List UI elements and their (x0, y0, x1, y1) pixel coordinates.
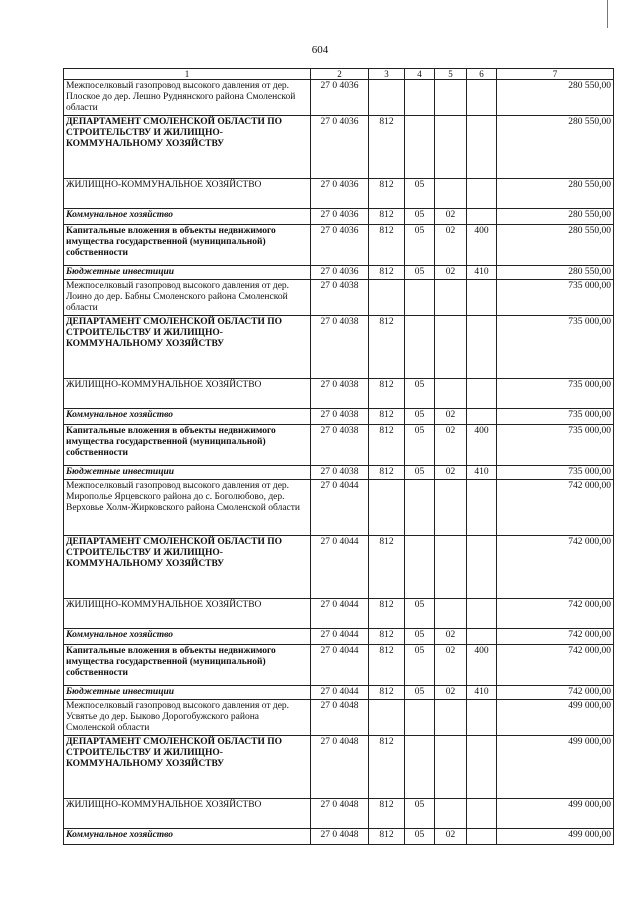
header-cell-3: 3 (369, 69, 405, 80)
name-cell: Капитальные вложения в объекты недвижимого имущества государственной (муниципальной) собственности (64, 645, 311, 686)
name-cell: Капитальные вложения в объекты недвижимого имущества государственной (муниципальной) собственности (64, 225, 311, 266)
table-row (64, 599, 614, 629)
target-code-cell: 27 0 4044 (311, 480, 369, 536)
subsection-code-cell: 02 (435, 225, 467, 266)
header-cell-4: 4 (405, 69, 435, 80)
table-row (64, 179, 614, 209)
ministry-code-cell (369, 700, 405, 736)
ministry-code-cell: 812 (369, 225, 405, 266)
target-code-cell: 27 0 4038 (311, 425, 369, 466)
expense-type-cell: 400 (467, 425, 497, 466)
name-cell: Межпоселковый газопровод высокого давления от дер. Мирополье Ярцевского района до с. Боголюбово, дер. Верховье Холм-Жирковского района Смоленской области (64, 480, 311, 536)
ministry-code-cell: 812 (369, 536, 405, 599)
section-code-cell (405, 116, 435, 179)
expense-type-cell (467, 80, 497, 116)
amount-cell: 280 550,00 (497, 179, 614, 209)
subsection-code-cell (435, 736, 467, 799)
section-code-cell: 05 (405, 266, 435, 280)
expense-type-cell (467, 829, 497, 845)
name-cell: Бюджетные инвестиции (64, 266, 311, 280)
table-row (64, 316, 614, 379)
target-code-cell: 27 0 4036 (311, 225, 369, 266)
target-code-cell: 27 0 4044 (311, 686, 369, 700)
section-code-cell: 05 (405, 799, 435, 829)
table-row (64, 736, 614, 799)
section-code-cell: 05 (405, 686, 435, 700)
ministry-code-cell: 812 (369, 379, 405, 409)
amount-cell: 499 000,00 (497, 700, 614, 736)
expense-type-cell: 410 (467, 686, 497, 700)
target-code-cell: 27 0 4048 (311, 799, 369, 829)
expense-type-cell (467, 629, 497, 645)
section-code-cell (405, 316, 435, 379)
name-cell: ДЕПАРТАМЕНТ СМОЛЕНСКОЙ ОБЛАСТИ ПО СТРОИТЕЛЬСТВУ И ЖИЛИЩНО-КОММУНАЛЬНОМУ ХОЗЯЙСТВУ (64, 736, 311, 799)
target-code-cell: 27 0 4036 (311, 209, 369, 225)
header-row (64, 69, 614, 80)
name-cell: Бюджетные инвестиции (64, 686, 311, 700)
ministry-code-cell: 812 (369, 209, 405, 225)
table-row (64, 645, 614, 686)
section-code-cell: 05 (405, 409, 435, 425)
section-code-cell: 05 (405, 645, 435, 686)
expense-type-cell (467, 379, 497, 409)
expense-type-cell (467, 316, 497, 379)
target-code-cell: 27 0 4048 (311, 736, 369, 799)
amount-cell: 499 000,00 (497, 799, 614, 829)
target-code-cell: 27 0 4044 (311, 645, 369, 686)
amount-cell: 742 000,00 (497, 599, 614, 629)
subsection-code-cell (435, 599, 467, 629)
amount-cell: 742 000,00 (497, 536, 614, 599)
header-cell-7: 7 (497, 69, 614, 80)
subsection-code-cell: 02 (435, 629, 467, 645)
expense-type-cell (467, 409, 497, 425)
table-row (64, 80, 614, 116)
target-code-cell: 27 0 4036 (311, 179, 369, 209)
subsection-code-cell (435, 379, 467, 409)
section-code-cell: 05 (405, 599, 435, 629)
section-code-cell (405, 700, 435, 736)
subsection-code-cell (435, 179, 467, 209)
table-row (64, 209, 614, 225)
section-code-cell: 05 (405, 466, 435, 480)
amount-cell: 742 000,00 (497, 629, 614, 645)
name-cell: ЖИЛИЩНО-КОММУНАЛЬНОЕ ХОЗЯЙСТВО (64, 599, 311, 629)
expense-type-cell: 400 (467, 645, 497, 686)
target-code-cell: 27 0 4048 (311, 700, 369, 736)
name-cell: Межпоселковый газопровод высокого давления от дер. Лоино до дер. Бабны Смоленского района Смоленской области (64, 280, 311, 316)
table-row (64, 629, 614, 645)
amount-cell: 735 000,00 (497, 466, 614, 480)
subsection-code-cell: 02 (435, 686, 467, 700)
ministry-code-cell: 812 (369, 645, 405, 686)
subsection-code-cell: 02 (435, 409, 467, 425)
expense-type-cell: 410 (467, 466, 497, 480)
expense-type-cell: 400 (467, 225, 497, 266)
section-code-cell (405, 480, 435, 536)
target-code-cell: 27 0 4036 (311, 116, 369, 179)
table-row (64, 536, 614, 599)
target-code-cell: 27 0 4044 (311, 599, 369, 629)
amount-cell: 735 000,00 (497, 409, 614, 425)
table-row (64, 425, 614, 466)
section-code-cell: 05 (405, 225, 435, 266)
name-cell: ЖИЛИЩНО-КОММУНАЛЬНОЕ ХОЗЯЙСТВО (64, 179, 311, 209)
table-row (64, 266, 614, 280)
expense-type-cell (467, 179, 497, 209)
ministry-code-cell (369, 480, 405, 536)
subsection-code-cell (435, 799, 467, 829)
ministry-code-cell: 812 (369, 425, 405, 466)
target-code-cell: 27 0 4048 (311, 829, 369, 845)
section-code-cell: 05 (405, 425, 435, 466)
ministry-code-cell: 812 (369, 829, 405, 845)
ministry-code-cell (369, 80, 405, 116)
ministry-code-cell: 812 (369, 466, 405, 480)
ministry-code-cell: 812 (369, 116, 405, 179)
name-cell: Коммунальное хозяйство (64, 629, 311, 645)
target-code-cell: 27 0 4044 (311, 629, 369, 645)
subsection-code-cell (435, 280, 467, 316)
subsection-code-cell (435, 116, 467, 179)
binding-mark (607, 0, 608, 28)
page-number: 604 (311, 44, 329, 56)
section-code-cell: 05 (405, 829, 435, 845)
name-cell: ДЕПАРТАМЕНТ СМОЛЕНСКОЙ ОБЛАСТИ ПО СТРОИТЕЛЬСТВУ И ЖИЛИЩНО-КОММУНАЛЬНОМУ ХОЗЯЙСТВУ (64, 116, 311, 179)
amount-cell: 735 000,00 (497, 280, 614, 316)
amount-cell: 499 000,00 (497, 829, 614, 845)
name-cell: ДЕПАРТАМЕНТ СМОЛЕНСКОЙ ОБЛАСТИ ПО СТРОИТЕЛЬСТВУ И ЖИЛИЩНО-КОММУНАЛЬНОМУ ХОЗЯЙСТВУ (64, 536, 311, 599)
target-code-cell: 27 0 4036 (311, 80, 369, 116)
table-row (64, 700, 614, 736)
expense-type-cell (467, 116, 497, 179)
budget-table (63, 68, 614, 845)
table-row (64, 379, 614, 409)
amount-cell: 280 550,00 (497, 80, 614, 116)
ministry-code-cell: 812 (369, 736, 405, 799)
ministry-code-cell: 812 (369, 629, 405, 645)
target-code-cell: 27 0 4038 (311, 466, 369, 480)
subsection-code-cell: 02 (435, 425, 467, 466)
table-row (64, 799, 614, 829)
section-code-cell: 05 (405, 209, 435, 225)
section-code-cell (405, 736, 435, 799)
ministry-code-cell (369, 280, 405, 316)
target-code-cell: 27 0 4044 (311, 536, 369, 599)
amount-cell: 735 000,00 (497, 425, 614, 466)
table-row (64, 480, 614, 536)
ministry-code-cell: 812 (369, 799, 405, 829)
name-cell: Коммунальное хозяйство (64, 209, 311, 225)
amount-cell: 280 550,00 (497, 209, 614, 225)
table-row (64, 829, 614, 845)
amount-cell: 280 550,00 (497, 266, 614, 280)
amount-cell: 742 000,00 (497, 645, 614, 686)
subsection-code-cell: 02 (435, 466, 467, 480)
expense-type-cell: 410 (467, 266, 497, 280)
ministry-code-cell: 812 (369, 686, 405, 700)
section-code-cell: 05 (405, 379, 435, 409)
name-cell: Коммунальное хозяйство (64, 409, 311, 425)
subsection-code-cell (435, 480, 467, 536)
header-cell-1: 1 (64, 69, 311, 80)
table-row (64, 280, 614, 316)
target-code-cell: 27 0 4038 (311, 280, 369, 316)
target-code-cell: 27 0 4038 (311, 316, 369, 379)
table-row (64, 466, 614, 480)
expense-type-cell (467, 599, 497, 629)
ministry-code-cell: 812 (369, 179, 405, 209)
header-cell-2: 2 (311, 69, 369, 80)
expense-type-cell (467, 536, 497, 599)
ministry-code-cell: 812 (369, 599, 405, 629)
table-body (64, 69, 614, 845)
header-cell-6: 6 (467, 69, 497, 80)
expense-type-cell (467, 480, 497, 536)
table-row (64, 116, 614, 179)
subsection-code-cell (435, 80, 467, 116)
name-cell: ЖИЛИЩНО-КОММУНАЛЬНОЕ ХОЗЯЙСТВО (64, 379, 311, 409)
subsection-code-cell: 02 (435, 266, 467, 280)
expense-type-cell (467, 799, 497, 829)
expense-type-cell (467, 736, 497, 799)
name-cell: Бюджетные инвестиции (64, 466, 311, 480)
amount-cell: 280 550,00 (497, 225, 614, 266)
ministry-code-cell: 812 (369, 316, 405, 379)
subsection-code-cell (435, 700, 467, 736)
table-row (64, 686, 614, 700)
name-cell: ЖИЛИЩНО-КОММУНАЛЬНОЕ ХОЗЯЙСТВО (64, 799, 311, 829)
expense-type-cell (467, 280, 497, 316)
section-code-cell (405, 280, 435, 316)
amount-cell: 735 000,00 (497, 379, 614, 409)
section-code-cell: 05 (405, 629, 435, 645)
subsection-code-cell (435, 536, 467, 599)
target-code-cell: 27 0 4036 (311, 266, 369, 280)
name-cell: Межпоселковый газопровод высокого давления от дер. Усвятье до дер. Быково Дорогобужского района Смоленской области (64, 700, 311, 736)
name-cell: Межпоселковый газопровод высокого давления от дер. Плоское до дер. Лешно Руднянского района Смоленской области (64, 80, 311, 116)
table-row (64, 225, 614, 266)
subsection-code-cell: 02 (435, 829, 467, 845)
subsection-code-cell: 02 (435, 209, 467, 225)
subsection-code-cell: 02 (435, 645, 467, 686)
ministry-code-cell: 812 (369, 409, 405, 425)
name-cell: Коммунальное хозяйство (64, 829, 311, 845)
amount-cell: 280 550,00 (497, 116, 614, 179)
amount-cell: 742 000,00 (497, 686, 614, 700)
header-cell-5: 5 (435, 69, 467, 80)
section-code-cell (405, 80, 435, 116)
table-row (64, 409, 614, 425)
name-cell: ДЕПАРТАМЕНТ СМОЛЕНСКОЙ ОБЛАСТИ ПО СТРОИТЕЛЬСТВУ И ЖИЛИЩНО-КОММУНАЛЬНОМУ ХОЗЯЙСТВУ (64, 316, 311, 379)
section-code-cell: 05 (405, 179, 435, 209)
amount-cell: 735 000,00 (497, 316, 614, 379)
target-code-cell: 27 0 4038 (311, 379, 369, 409)
expense-type-cell (467, 700, 497, 736)
amount-cell: 742 000,00 (497, 480, 614, 536)
name-cell: Капитальные вложения в объекты недвижимого имущества государственной (муниципальной) собственности (64, 425, 311, 466)
section-code-cell (405, 536, 435, 599)
ministry-code-cell: 812 (369, 266, 405, 280)
expense-type-cell (467, 209, 497, 225)
target-code-cell: 27 0 4038 (311, 409, 369, 425)
amount-cell: 499 000,00 (497, 736, 614, 799)
subsection-code-cell (435, 316, 467, 379)
